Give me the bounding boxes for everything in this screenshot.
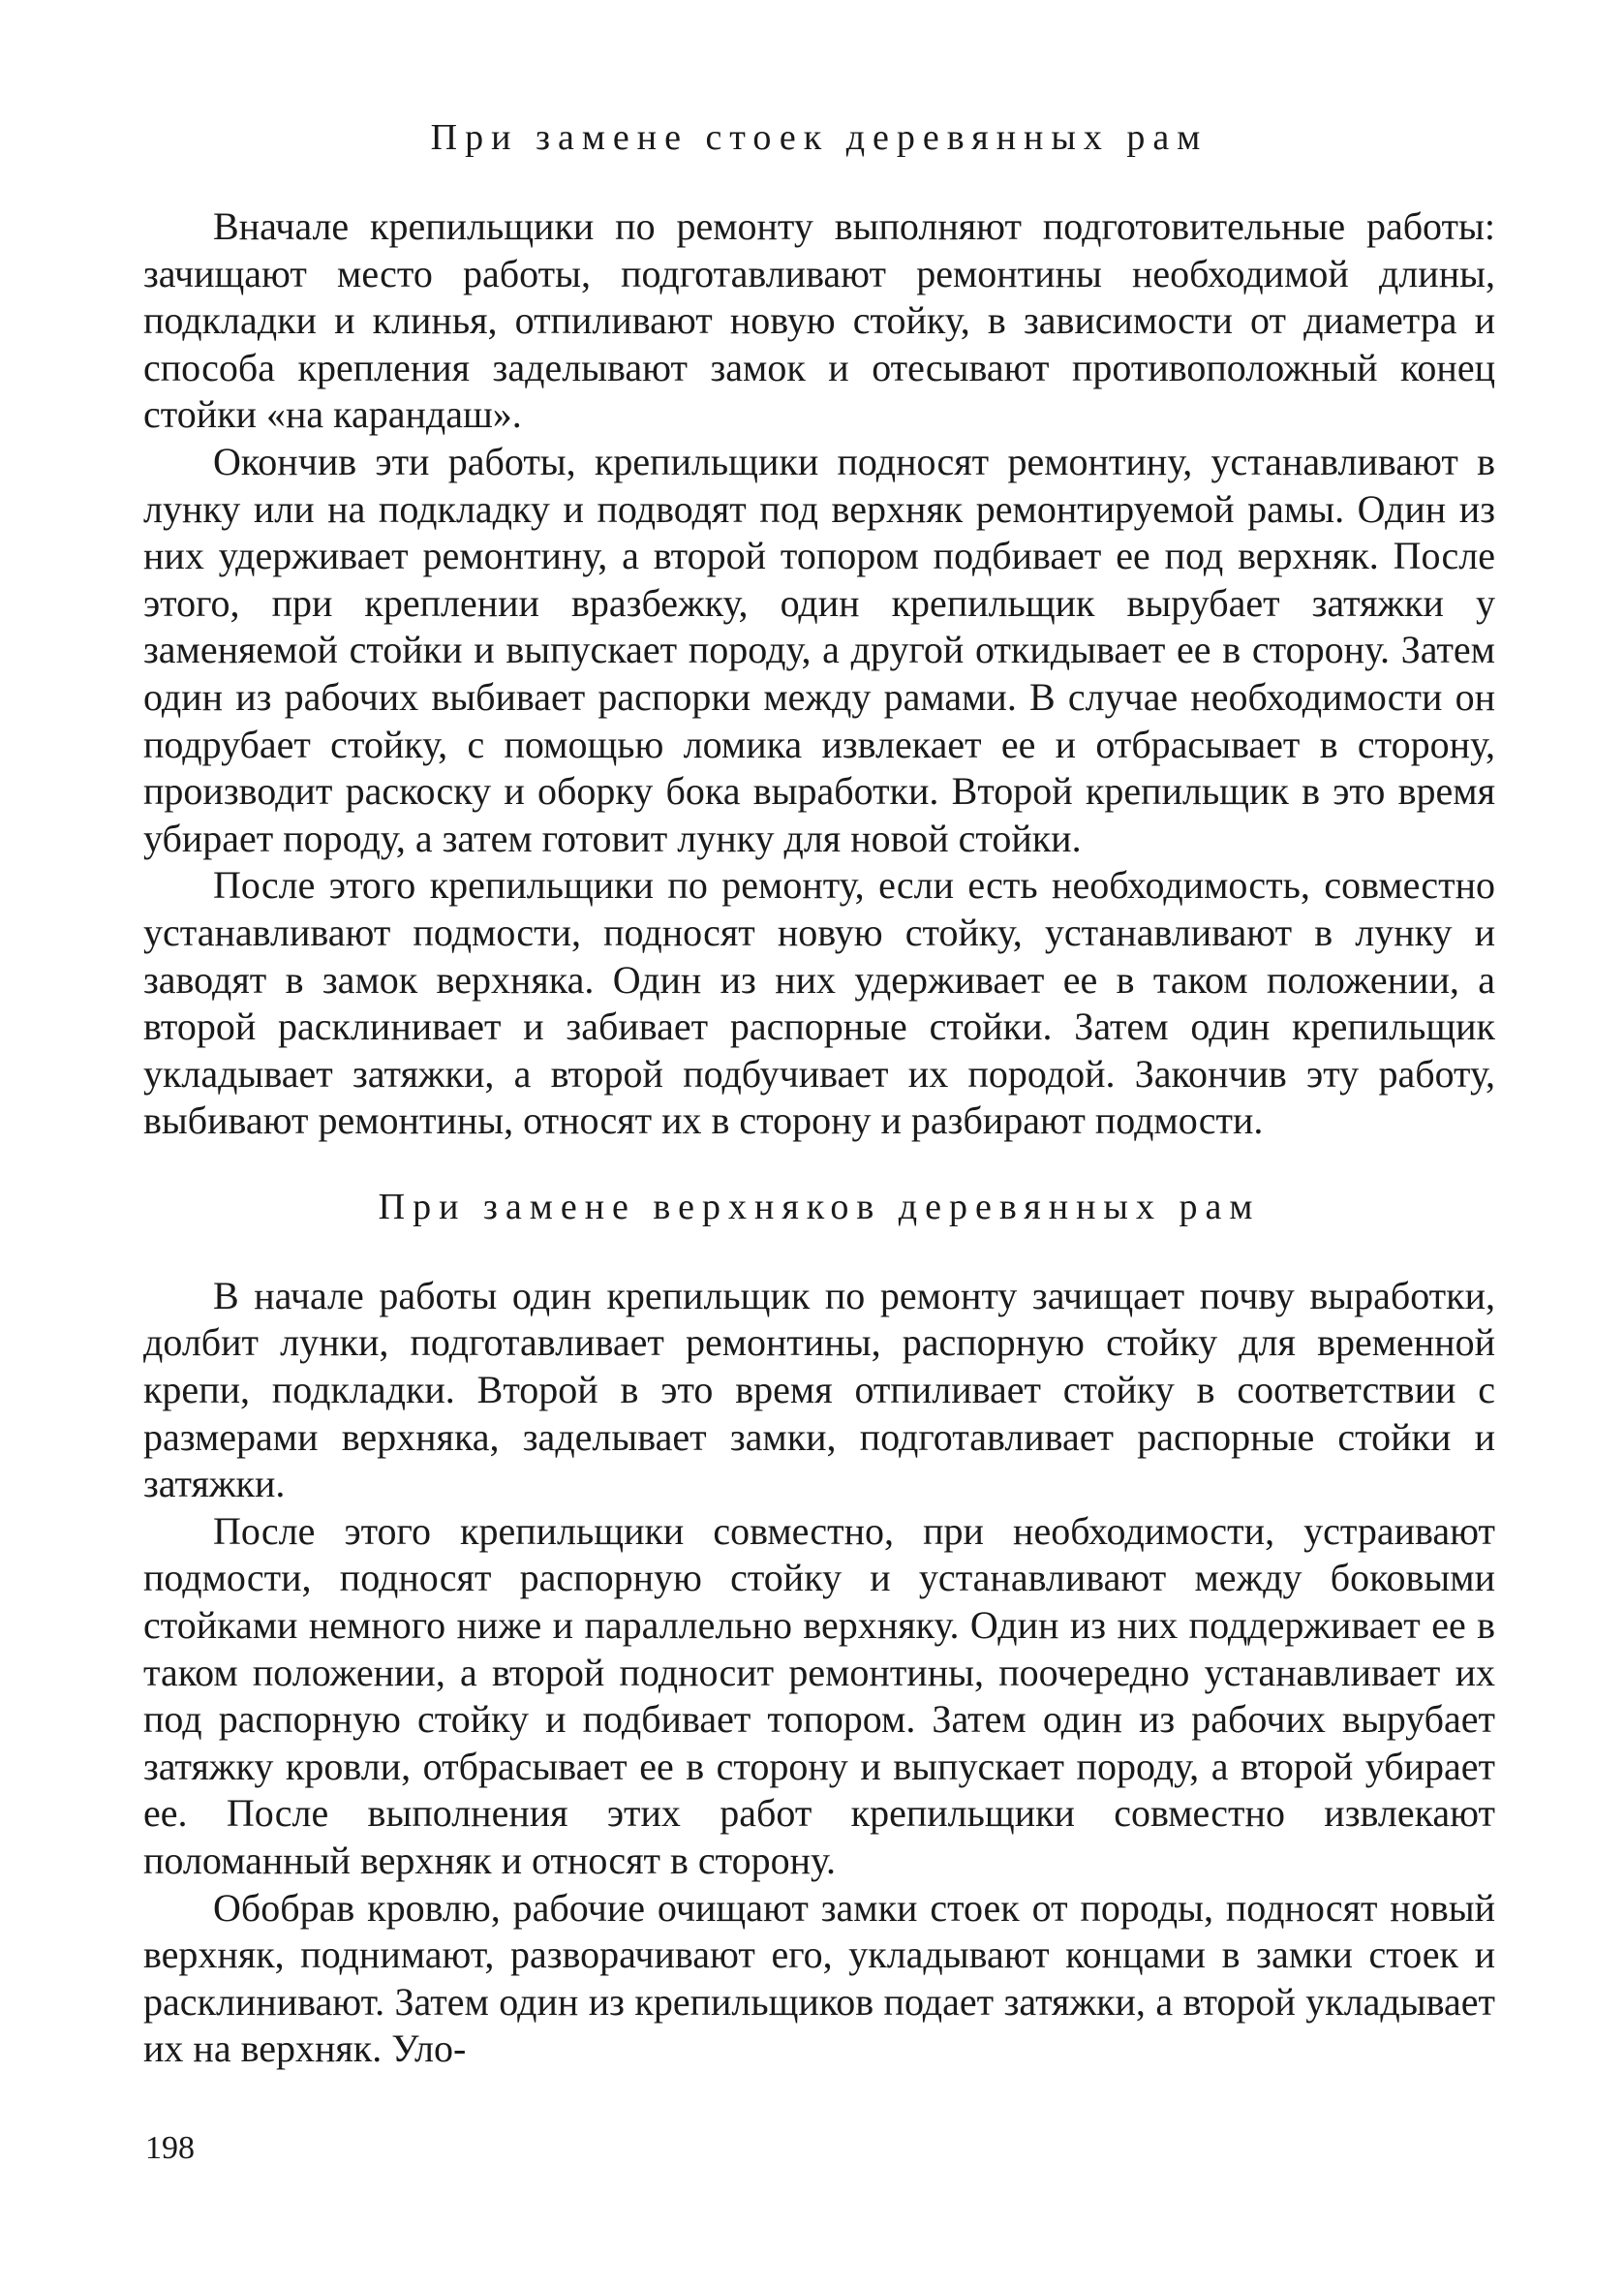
paragraph: После этого крепильщики по ремонту, если есть необходимость, совместно устанавливают подмости, подносят новую стойку, устанавливают в лунку и заводят в замок верхняка. Один из них удерживает ее в таком положении, а второй расклинивает и забивает распорные стойки. Затем один крепильщик укладывает затяжки, а второй подбучивает их породой. Закончив эту работу, выбивают ремонтины, относят их в сторону и разбирают подмости.: [143, 863, 1495, 1143]
paragraph: В начале работы один крепильщик по ремонту зачищает почву выработки, долбит лунки, подготавливает ремонтины, распорную стойку для временной крепи, подкладки. Второй в это время отпиливает стойку в соответствии с размерами верхняка, заделывает замки, подготавливает распорные стойки и затяжки.: [143, 1273, 1495, 1506]
paragraph: После этого крепильщики совместно, при необходимости, устраивают подмости, подносят распорную стойку и устанавливают между боковыми стойками немного ниже и параллельно верхняку. Один из них поддерживает ее в таком положении, а второй подносит ремонтины, поочередно устанавливает их под распорную стойку и подбивает топором. Затем один из рабочих вырубает затяжку кровли, отбрасывает ее в сторону и выпускает породу, а второй убирает ее. После выполнения этих работ крепильщики совместно извлекают поломанный верхняк и относят в сторону.: [143, 1508, 1495, 1882]
paragraph: Обобрав кровлю, рабочие очищают замки стоек от породы, подносят новый верхняк, поднимают, разворачивают его, укладывают концами в замки стоек и расклинивают. Затем один из крепильщиков подает затяжки, а второй укладывает их на верхняк. Уло-: [143, 1885, 1495, 2071]
section-heading: При замене верхняков деревянных рам: [378, 1186, 1261, 1227]
section-heading: При замене стоек деревянных рам: [430, 117, 1209, 158]
paragraph: Окончив эти работы, крепильщики подносят ремонтину, устанавливают в лунку или на подкладку и подводят под верхняк ремонтируемой рамы. Один из них удерживает ремонтину, а второй топором подбивает ее под верхняк. После этого, при креплении вразбежку, один крепильщик вырубает затяжки у заменяемой стойки и выпускает породу, а другой откидывает ее в сторону. Затем один из рабочих выбивает распорки между рамами. В случае необходимости он подрубает стойку, с помощью ломика извлекает ее и отбрасывает в сторону, производит раскоску и оборку бока выработки. Второй крепильщик в это время убирает породу, а затем готовит лунку для новой стойки.: [143, 439, 1495, 860]
section-verkhnyakov: [143, 1184, 1495, 2073]
page-number: 198: [145, 2130, 195, 2166]
paragraph: Вначале крепильщики по ремонту выполняют подготовительные работы: зачищают место работы, подготавливают ремонтины необходимой длины, подкладки и клинья, отпиливают новую стойку, в зависимости от диаметра и способа крепления заделывают замок и отесывают противоположный конец стойки «на карандаш».: [143, 204, 1495, 437]
page-body: [143, 114, 1495, 2073]
section-stoek: [143, 114, 1495, 1145]
